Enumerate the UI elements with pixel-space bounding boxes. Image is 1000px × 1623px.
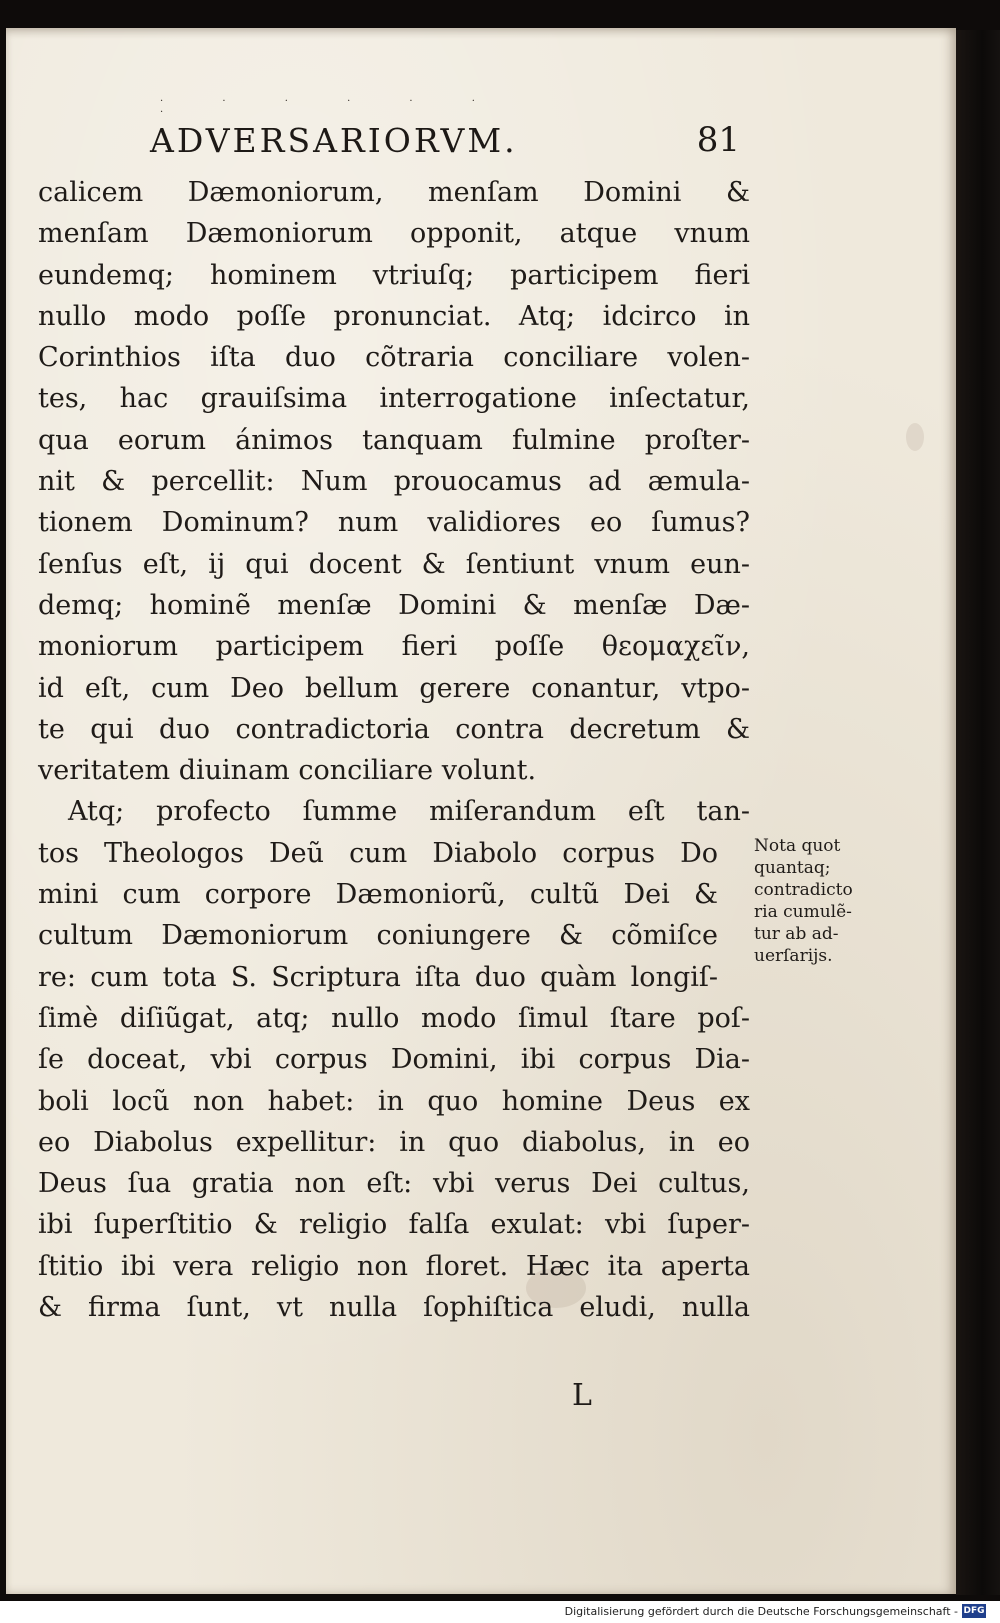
marginal-note-line: ria cumulẽ- — [754, 902, 852, 922]
main-text-block — [38, 172, 750, 1328]
marginal-note-line: uerſarijs. — [754, 946, 833, 966]
page-header — [150, 118, 740, 162]
text-line: nullo modo poſſe pronunciat. Atq; idcirco in — [38, 300, 750, 332]
text-line: tionem Dominum? num validiores eo ſumus? — [38, 507, 750, 539]
text-line: eo Diabolus expellitur: in quo diabolus, in eo — [38, 1126, 750, 1158]
marginal-note-line: tur ab ad- — [754, 924, 839, 944]
text-line: tes, hac grauiſsima interrogatione inſectatur, — [38, 383, 750, 415]
paper-stain — [906, 423, 924, 451]
funding-credit: Digitalisierung gefördert durch die Deutsche Forschungsgemeinschaft - — [564, 1605, 958, 1618]
text-line: ſtitio ibi vera religio non floret. Hæc ita aperta — [38, 1250, 750, 1282]
text-line: ſe doceat, vbi corpus Domini, ibi corpus Dia- — [38, 1044, 750, 1076]
text-line: Atq; profecto ſumme miſerandum eſt tan- — [68, 796, 750, 828]
digitization-footer — [0, 1601, 1000, 1623]
text-line: Corinthios iſta duo cõtraria conciliare volen- — [38, 342, 750, 374]
text-line: eundemq; hominem vtriuſq; participem fieri — [38, 259, 750, 291]
text-line: & firma ſunt, vt nulla ſophiſtica eludi, nulla — [38, 1292, 750, 1324]
text-line: qua eorum ánimos tanquam fulmine proſter- — [38, 424, 750, 456]
book-edge — [956, 30, 1000, 1595]
text-line: re: cum tota S. Scriptura iſta duo quàm longiſ- — [38, 961, 718, 993]
text-line: ſenſus eſt, ij qui docent & ſentiunt vnum eun- — [38, 548, 750, 580]
text-line: nit & percellit: Num prouocamus ad æmula- — [38, 466, 750, 498]
text-line: ſimè diſiũgat, atq; nullo modo ſimul ſtare poſ- — [38, 1002, 750, 1034]
text-line: calicem Dæmoniorum, menſam Domini & — [38, 177, 750, 208]
text-line: mini cum corpore Dæmoniorũ, cultũ Dei & — [38, 879, 718, 911]
text-line: veritatem diuinam conciliare volunt. — [38, 755, 537, 787]
text-line: Deus ſua gratia non eſt: vbi verus Dei cultus, — [38, 1168, 750, 1200]
text-line: ibi ſuperſtitio & religio falſa exulat: vbi ſuper- — [38, 1209, 750, 1241]
text-line: moniorum participem fieri poſſe θεομαχεῖν, — [38, 631, 750, 663]
marginal-note-line: contradicto — [754, 880, 853, 900]
text-line: menſam Dæmoniorum opponit, atque vnum — [38, 218, 750, 250]
dfg-logo-icon: DFG — [963, 1606, 985, 1616]
folio-number: 81 — [696, 120, 740, 160]
running-head: ADVERSARIORVM. — [150, 120, 518, 160]
text-line: tos Theologos Deũ cum Diabolo corpus Do — [38, 837, 718, 869]
marginal-note-line: Nota quot — [754, 836, 841, 856]
catchword: L — [572, 1378, 592, 1413]
marginal-note — [754, 835, 874, 967]
text-line: cultum Dæmoniorum coniungere & cõmiſce — [38, 920, 718, 952]
text-line: te qui duo contradictoria contra decretum & — [38, 713, 750, 745]
text-line: demq; hominẽ menſæ Domini & menſæ Dæ- — [38, 589, 750, 621]
header-specks: · · · · · · · — [160, 96, 503, 118]
text-line: boli locũ non habet: in quo homine Deus ex — [38, 1085, 750, 1117]
marginal-note-line: quantaq; — [754, 858, 831, 878]
text-line: id eſt, cum Deo bellum gerere conantur, vtpo- — [38, 672, 750, 704]
